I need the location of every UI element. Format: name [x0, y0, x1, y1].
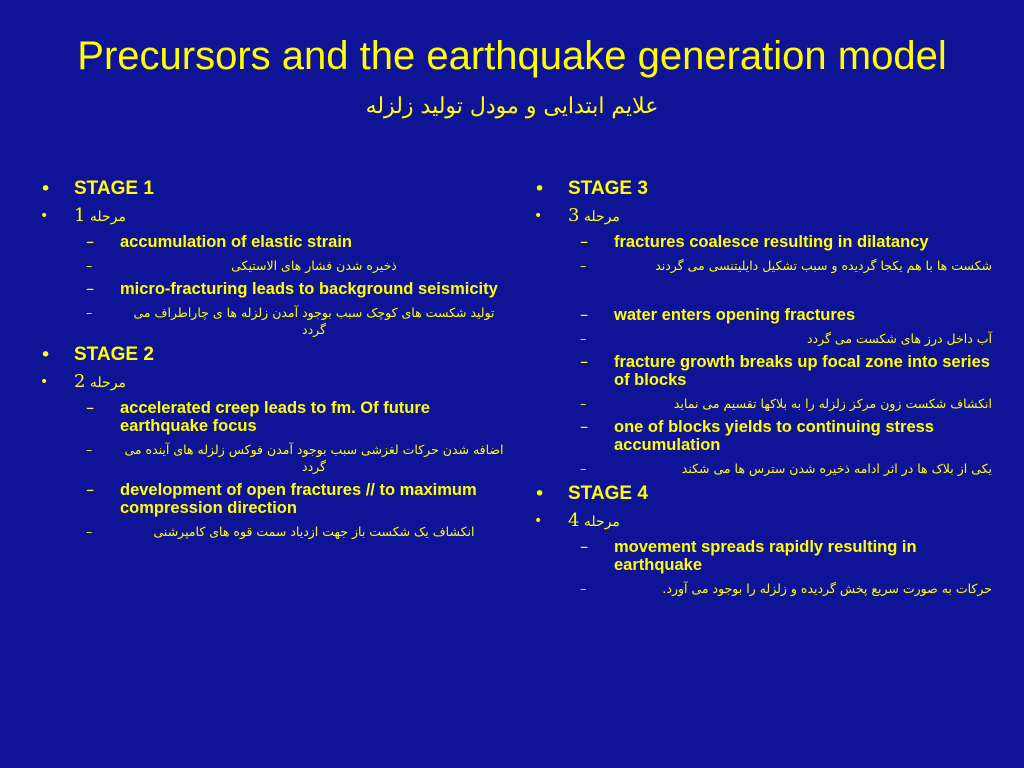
bullet-icon: • — [40, 178, 52, 200]
list-item — [532, 306, 992, 324]
item-text: one of blocks yields to continuing stress accumulation — [614, 418, 934, 454]
right-column — [532, 178, 992, 603]
stage-2-label: STAGE 2 — [74, 344, 154, 365]
dash-icon: – — [580, 396, 587, 411]
item-text: fractures coalesce resulting in dilatancy — [614, 233, 929, 251]
item-text-fa: حرکات به صورت سریع پخش گردیده و زلزله را بوجود می آورد. — [662, 581, 992, 596]
item-text-fa: یکی از بلاک ها در اثر ادامه ذخیره شدن سترس ها می شکند — [681, 461, 992, 476]
item-text-fa: تولید شکست های کوچک سبب بوجود آمدن زلزله ها ی چاراطراف می گردد — [133, 305, 495, 337]
stage-4-label: STAGE 4 — [568, 483, 648, 504]
list-item-fa — [532, 330, 992, 347]
list-item — [532, 418, 992, 454]
item-text-fa: ذخیره شدن فشار های الاستیکی — [231, 258, 397, 273]
stage-2-heading — [38, 344, 508, 366]
stage-3-fa-heading — [532, 206, 992, 227]
dash-icon: – — [86, 232, 95, 251]
stage-4-heading — [532, 483, 992, 505]
bullet-icon: • — [40, 208, 49, 224]
list-item-fa — [532, 395, 992, 412]
stage-3-fa-label: مرحله 3 — [568, 205, 620, 226]
dash-icon: – — [86, 305, 93, 320]
dash-icon: – — [580, 417, 589, 436]
stage-2-fa-heading — [38, 372, 508, 393]
item-text: fracture growth breaks up focal zone into series of blocks — [614, 353, 990, 389]
dash-icon: – — [86, 258, 93, 273]
list-item-fa — [38, 304, 508, 338]
dash-icon: – — [86, 524, 93, 539]
stage-4-fa-label: مرحله 4 — [568, 510, 620, 531]
bullet-icon: • — [534, 178, 546, 200]
dash-icon: – — [580, 461, 587, 476]
list-item — [38, 399, 508, 435]
list-item-fa — [532, 580, 992, 597]
bullet-icon: • — [40, 374, 49, 390]
item-text-fa: انکشاف یک شکست باز جهت ازدیاد سمت قوه های کامپرشنی — [153, 524, 475, 539]
slide-subtitle: علایم ابتدایی و مودل تولید زلزله — [365, 94, 659, 119]
stage-3-label: STAGE 3 — [568, 178, 648, 199]
list-item-fa — [532, 460, 992, 477]
dash-icon: – — [86, 480, 95, 499]
stage-1-fa-heading — [38, 206, 508, 227]
item-text: water enters opening fractures — [614, 306, 856, 324]
dash-icon: – — [580, 352, 589, 371]
item-text-fa: انکشاف شکست زون مرکز زلزله را به بلاکها تقسیم می نماید — [673, 396, 992, 411]
dash-icon: – — [86, 279, 95, 298]
slide-title: Precursors and the earthquake generation model — [77, 34, 947, 78]
bullet-icon: • — [534, 208, 543, 224]
dash-icon: – — [580, 537, 589, 556]
stage-1-label: STAGE 1 — [74, 178, 154, 199]
bullet-icon: • — [40, 344, 52, 366]
item-text: micro-fracturing leads to background seismicity — [120, 280, 498, 298]
list-item — [38, 233, 508, 251]
bullet-icon: • — [534, 513, 543, 529]
list-item — [532, 538, 992, 574]
spacer — [532, 280, 992, 306]
stage-4-fa-heading — [532, 511, 992, 532]
stage-1-fa-label: مرحله 1 — [74, 205, 126, 226]
item-text: accumulation of elastic strain — [120, 233, 352, 251]
list-item — [38, 481, 508, 517]
stage-1-heading — [38, 178, 508, 200]
item-text-fa: اضافه شدن حرکات لغزشی سبب بوجود آمدن فوکس زلزله های آینده می گردد — [124, 442, 504, 474]
dash-icon: – — [86, 398, 95, 417]
list-item-fa — [532, 257, 992, 274]
dash-icon: – — [580, 305, 589, 324]
list-item — [532, 353, 992, 389]
list-item — [532, 233, 992, 251]
item-text: movement spreads rapidly resulting in earthquake — [614, 538, 917, 574]
item-text: accelerated creep leads to fm. Of future earthquake focus — [120, 399, 430, 435]
bullet-icon: • — [534, 483, 546, 505]
list-item — [38, 280, 508, 298]
dash-icon: – — [580, 232, 589, 251]
list-item-fa — [38, 257, 508, 274]
item-text-fa: شکست ها با هم یکجا گردیده و سبب تشکیل دایلیتنسی می گردند — [655, 258, 992, 273]
left-column — [38, 178, 508, 546]
dash-icon: – — [580, 331, 587, 346]
dash-icon: – — [580, 581, 587, 596]
stage-2-fa-label: مرحله 2 — [74, 371, 126, 392]
dash-icon: – — [580, 258, 587, 273]
item-text: development of open fractures // to maximum compression direction — [120, 481, 477, 517]
dash-icon: – — [86, 442, 93, 457]
stage-3-heading — [532, 178, 992, 200]
list-item-fa — [38, 441, 508, 475]
item-text-fa: آب داخل درز های شکست می گردد — [806, 331, 992, 346]
list-item-fa — [38, 523, 508, 540]
